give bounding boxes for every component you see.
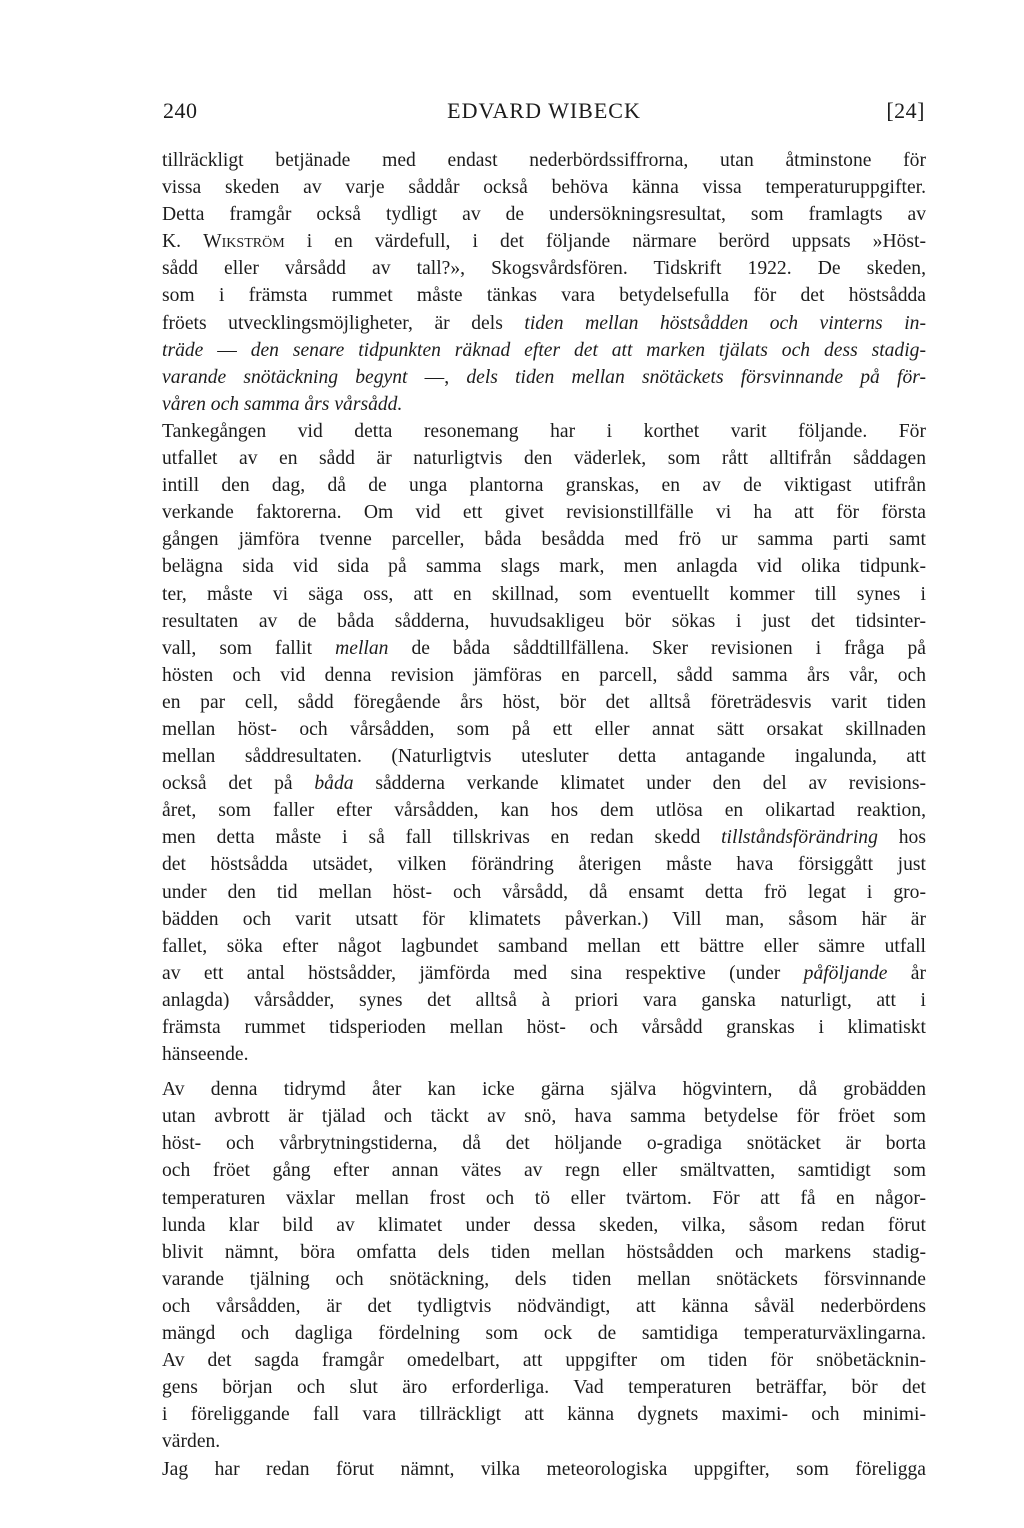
text-line: [162, 1428, 926, 1455]
text-segment: fallet, söka efter något lagbundet samband mellan ett bättre eller sämre utfall: [162, 935, 926, 957]
italic-text: träde: [162, 339, 204, 361]
body-text: [162, 147, 926, 1483]
text-line: [162, 391, 926, 418]
text-segment: det höstsådda utsädet, vilken förändring återigen måste hava försiggått just: [162, 854, 926, 876]
text-line: [162, 1401, 926, 1428]
text-line: [162, 174, 926, 201]
text-line: [162, 255, 926, 282]
text-line: [162, 689, 926, 716]
text-segment: Av det sagda framgår omedelbart, att uppgifter om tiden för snöbetäcknin-: [162, 1350, 926, 1372]
text-line: [162, 1041, 926, 1068]
text-segment: gången jämföra tvenne parceller, båda besådda med frö ur samma parti samt: [162, 529, 926, 551]
text-segment: vissa skeden av varje såddår också behöva känna vissa temperaturuppgifter.: [162, 177, 926, 199]
text-segment: bädden och varit utsatt för klimatets påverkan.) Vill man, såsom här är: [162, 908, 926, 930]
text-segment: vall, som fallit: [162, 637, 336, 659]
text-line: [162, 635, 926, 662]
text-segment: mellan såddresultaten. (Naturligtvis utesluter detta antagande ingalunda, att: [162, 746, 926, 768]
text-segment: K.: [162, 231, 204, 253]
text-line: [162, 1456, 926, 1483]
text-line: [162, 1239, 926, 1266]
text-line: [162, 960, 926, 987]
text-line: [162, 608, 926, 635]
text-segment: fröets utvecklingsmöjligheter, är dels: [162, 312, 525, 334]
text-line: [162, 1374, 926, 1401]
text-segment: året, som faller efter vårsådden, kan hos dem utlösa en olikartad reaktion,: [162, 800, 926, 822]
text-segment: intill den dag, då de unga plantorna granskas, en av de viktigast utifrån: [162, 475, 926, 497]
text-segment: som i främsta rummet måste tänkas vara betydelsefulla för det höstsådda: [162, 285, 926, 307]
text-line: [162, 851, 926, 878]
text-line: [162, 1185, 926, 1212]
text-segment: under den tid mellan höst- och vårsådd, då ensamt detta frö legat i gro-: [162, 881, 926, 903]
text-segment: lunda klar bild av klimatet under dessa skeden, vilka, såsom redan förut: [162, 1214, 926, 1236]
running-head: [163, 98, 925, 130]
text-segment: mellan höst- och vårsådden, som på ett eller annat sätt orsakat skillnaden: [162, 718, 926, 740]
italic-text: våren och samma års vårsådd.: [162, 393, 403, 415]
text-line: [162, 337, 926, 364]
italic-text: tiden mellan höstsådden och vinterns in-: [524, 312, 926, 334]
text-segment: de båda såddtillfällena. Sker revisionen i fråga på: [388, 637, 926, 659]
text-segment: hösten och vid denna revision jämföras en parcell, sådd samma års vår, och: [162, 664, 926, 686]
text-segment: blivit nämnt, böra omfatta dels tiden mellan höstsådden och markens stadig-: [162, 1241, 926, 1263]
text-line: [162, 1212, 926, 1239]
text-segment: och vårsådden, är det tydligtvis nödvändigt, att känna såväl nederbördens: [162, 1295, 926, 1317]
text-line: [162, 1320, 926, 1347]
text-line: [162, 933, 926, 960]
text-segment: och fröet gång efter annan vätes av regn eller smältvatten, samtidigt som: [162, 1160, 926, 1182]
text-segment: hos: [877, 827, 926, 849]
text-line: [162, 1347, 926, 1374]
text-segment: belägna sida vid sida på samma slags mark, men anlagda vid olika tidpunk-: [162, 556, 926, 578]
text-line: [162, 1266, 926, 1293]
text-segment: sådderna verkande klimatet under den del av revisions-: [353, 773, 926, 795]
text-line: [162, 1103, 926, 1130]
italic-text: mellan: [335, 637, 389, 659]
italic-text: varande snötäckning begynt: [162, 366, 408, 388]
text-line: [162, 1130, 926, 1157]
text-segment: mängd och dagliga fördelning som ock de samtidiga temperaturväxlingarna.: [162, 1323, 926, 1345]
text-segment: —,: [407, 366, 467, 388]
text-segment: varande tjälning och snötäckning, dels tiden mellan snötäckets försvinnande: [162, 1268, 926, 1290]
text-line: [162, 418, 926, 445]
italic-text: påföljande: [803, 962, 888, 984]
text-line: [162, 662, 926, 689]
page-number: 240: [163, 98, 198, 123]
text-segment: —: [203, 339, 251, 361]
text-line: [162, 581, 926, 608]
text-line: [162, 987, 926, 1014]
text-line: [162, 445, 926, 472]
text-segment: år: [887, 962, 926, 984]
text-segment: Detta framgår också tydligt av de undersökningsresultat, som framlagts av: [162, 204, 926, 226]
text-line: [162, 364, 926, 391]
text-segment: Jag har redan förut nämnt, vilka meteorologiska uppgifter, som föreligga: [162, 1458, 926, 1480]
text-line: [162, 879, 926, 906]
text-line: [162, 797, 926, 824]
text-line: [162, 499, 926, 526]
text-line: [162, 1076, 926, 1103]
section-number: [24]: [886, 98, 925, 123]
text-segment: tillräckligt betjänade med endast nederbördssiffrorna, utan åtminstone för: [162, 150, 926, 171]
text-segment: anlagda) vårsådder, synes det alltså à priori vara ganska naturligt, att i: [162, 989, 926, 1011]
text-segment: främsta rummet tidsperioden mellan höst- och vårsådd granskas i klimatiskt: [162, 1017, 926, 1038]
text-line: [162, 553, 926, 580]
text-segment: utan avbrott är tjälad och täckt av snö, hava samma betydelse för fröet som: [162, 1106, 926, 1128]
italic-text: dels tiden mellan snötäckets försvinnande på för-: [466, 366, 926, 388]
text-segment: men detta måste i så fall tillskrivas en redan skedd: [162, 827, 722, 849]
text-segment: utfallet av en sådd är naturligtvis den väderlek, som rått alltifrån såddagen: [162, 448, 926, 470]
text-segment: hänseende.: [162, 1044, 249, 1066]
small-caps-text: Wikström: [203, 231, 285, 253]
text-segment: i en värdefull, i det följande närmare berörd uppsats »Höst-: [284, 231, 926, 253]
text-segment: sådd eller vårsådd av tall?», Skogsvårdsfören. Tidskrift 1922. De skeden,: [162, 258, 926, 280]
text-segment: av ett antal höstsådder, jämförda med sina respektive (under: [162, 962, 804, 984]
text-segment: ter, måste vi säga oss, att en skillnad, som eventuellt kommer till synes i: [162, 583, 926, 605]
text-segment: i föreliggande fall vara tillräckligt att känna dygnets maximi- och minimi-: [162, 1404, 926, 1426]
text-line: [162, 201, 926, 228]
text-segment: Av denna tidrymd åter kan icke gärna själva högvintern, då grobädden: [162, 1079, 926, 1101]
text-segment: en par cell, sådd föregående års höst, bör det alltså företrädesvis varit tiden: [162, 691, 926, 713]
italic-text: tillståndsförändring: [721, 827, 878, 849]
text-line: [162, 906, 926, 933]
text-line: [162, 743, 926, 770]
text-segment: resultaten av de båda sådderna, huvudsakligeu bör sökas i just det tidsinter-: [162, 610, 926, 632]
text-segment: också det på: [162, 773, 315, 795]
text-line: [162, 770, 926, 797]
text-line: [162, 1014, 926, 1041]
text-segment: temperaturen växlar mellan frost och tö eller tvärtom. För att få en någor-: [162, 1187, 926, 1209]
italic-text: den senare tidpunkten räknad efter det att marken tjälats och dess stadig-: [250, 339, 926, 361]
text-line: [162, 472, 926, 499]
italic-text: båda: [314, 773, 354, 795]
text-line: [162, 824, 926, 851]
text-line: [162, 1293, 926, 1320]
text-line: [162, 1157, 926, 1184]
page-title: EDVARD WIBECK: [447, 98, 641, 123]
text-line: [162, 716, 926, 743]
text-segment: Tankegången vid detta resonemang har i korthet varit följande. För: [162, 420, 926, 442]
text-line: [162, 310, 926, 337]
text-segment: verkande faktorerna. Om vid ett givet revisionstillfälle vi ha att för första: [162, 502, 926, 524]
text-line: [162, 228, 926, 255]
text-segment: värden.: [162, 1431, 221, 1453]
text-segment: höst- och vårbrytningstiderna, då det höljande o-gradiga snötäcket är borta: [162, 1133, 926, 1155]
text-segment: gens början och slut äro erforderliga. Vad temperaturen beträffar, bör det: [162, 1377, 926, 1399]
text-line: [162, 526, 926, 553]
text-line: [162, 147, 926, 174]
text-line: [162, 282, 926, 309]
